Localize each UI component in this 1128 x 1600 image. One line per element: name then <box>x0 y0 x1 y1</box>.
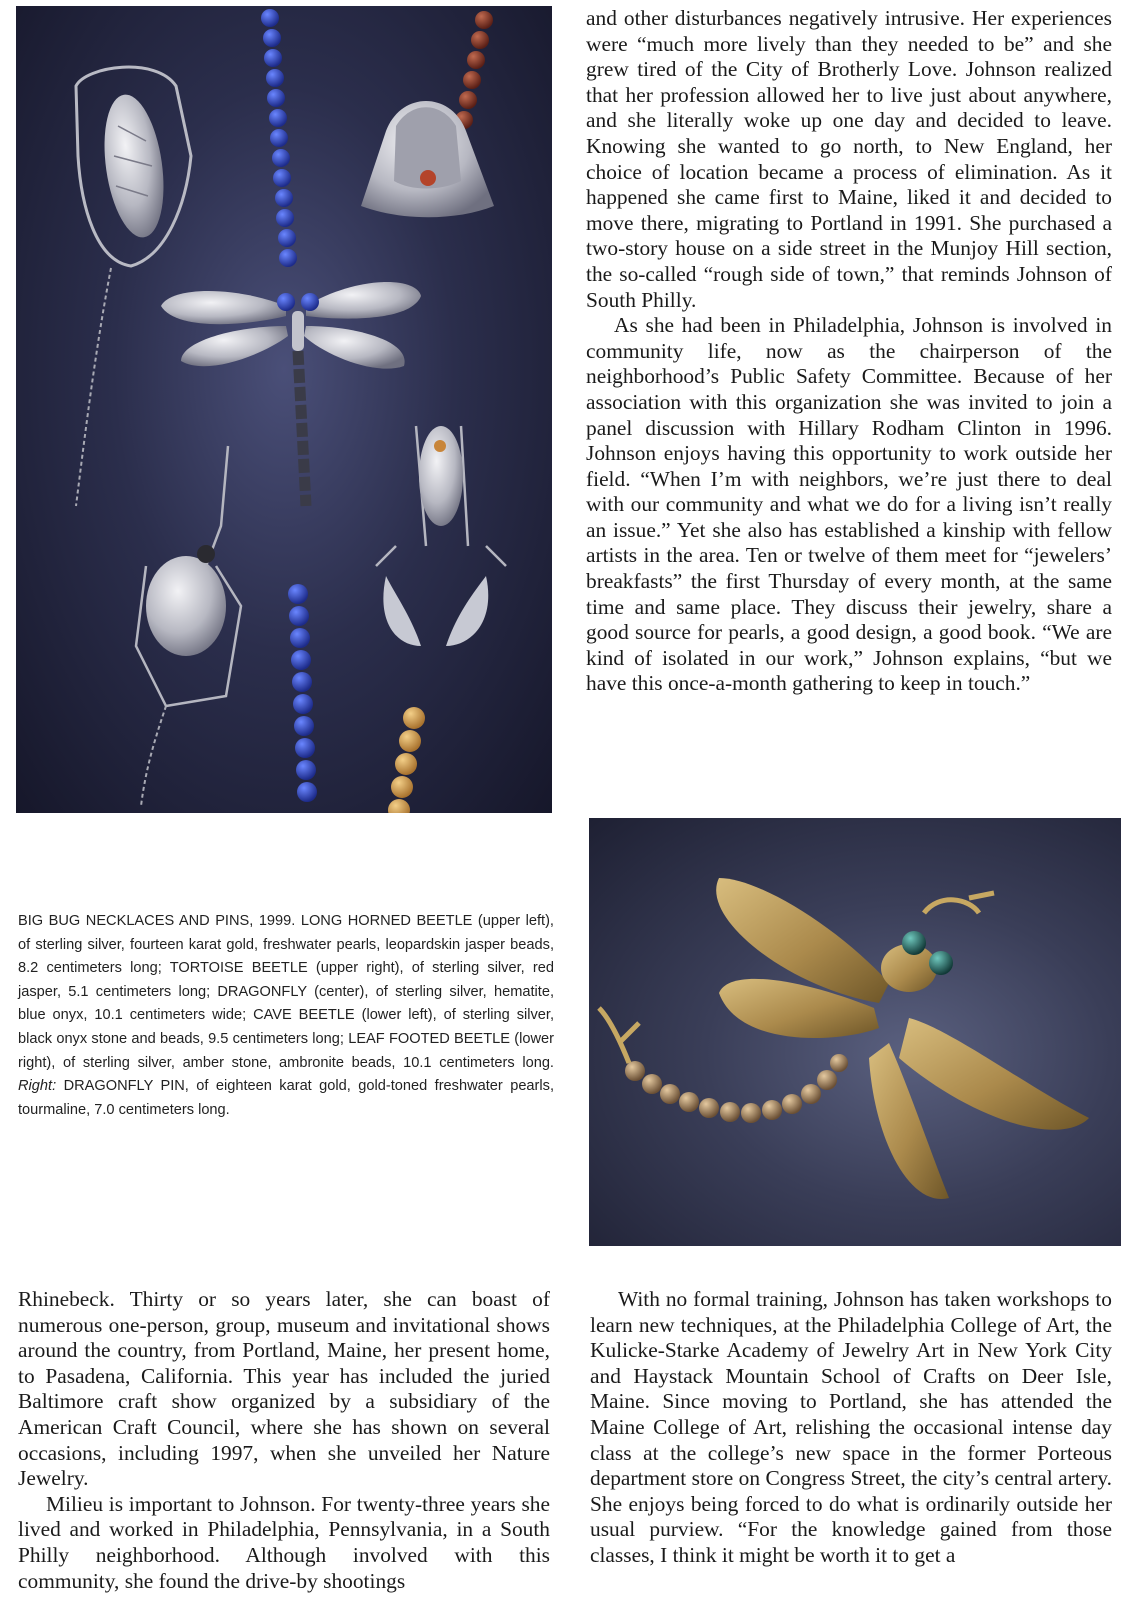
silver-chain <box>76 268 111 506</box>
bug-jewelry-photo <box>16 6 552 813</box>
article-column-bottom-right <box>590 1287 1112 1569</box>
lapis-bead-strand <box>261 9 297 267</box>
article-column-bottom-left <box>18 1287 550 1594</box>
caption-right-label: Right: <box>18 1078 57 1095</box>
jasper-bead-strand <box>455 11 493 129</box>
dragonfly-pin <box>161 282 421 506</box>
caption-main: BIG BUG NECKLACES AND PINS, 1999. LONG HORNED BEETLE (upper left), of sterling silver, fourteen karat gold, freshwater pearls, leopardskin jasper beads, 8.2 centimeters long; TORTOISE BEETLE (upper right), of sterling silver, red jasper, 5.1 centimeters long; DRAGONFLY (center), of sterling silver, hematite, blue onyx, 10.1 centimeters wide; CAVE BEETLE (lower left), of sterling silver, black onyx stone and beads, 9.5 centimeters long; LEAF FOOTED BEETLE (lower right), of sterling silver, amber stone, ambronite beads, 10.1 centimeters long. <box>18 913 554 1071</box>
long-horned-beetle-pin <box>76 67 191 266</box>
article-paragraph: As she had been in Philadelphia, Johnson is involved in community life, now as the chairperson of the neighborhood’s Public Safety Committee. Because of her association with this organization she was invited to join a panel discussion with Hillary Rodham Clinton in 1996. Johnson enjoys having this opportunity to work outside her field. “When I’m with neighbors, we’re just there to deal with our community and what we do for a living isn’t really an issue.” Yet she also has established a kinship with fellow artists in the area. Ten or twelve of them meet for “jewelers’ breakfasts” the first Thursday of every month, at the same time and same place. They discuss their jewelry, share a good source for pearls, a good design, a good book. “We are kind of isolated in our work,” Johnson explains, “but we have this once-a-month gathering to keep in touch.” <box>586 313 1112 696</box>
article-paragraph: With no formal training, Johnson has taken workshops to learn new techniques, at the Philadelphia College of Art, the Kulicke-Starke Academy of Jewelry Art in New York City and Haystack Mountain School of Crafts on Deer Isle, Maine. Since moving to Portland, she has attended the Maine College of Art, relishing the occasional intense day class at the college’s new space in the former Porteous department store on Congress Street, the city’s central artery. She enjoys being forced to do what is ordinarily outside her usual purview. “For the knowledge gained from those classes, I think it might be worth it to get a <box>590 1287 1112 1567</box>
dragonfly-head <box>881 893 994 992</box>
article-paragraph: Milieu is important to Johnson. For twenty-three years she lived and worked in Philadelphia, Pennsylvania, in a South Philly neighborhood. Although involved with this community, she found the drive-by shootings <box>18 1491 550 1593</box>
lapis-bead-strand-lower <box>288 584 317 802</box>
caption-right-text: DRAGONFLY PIN, of eighteen karat gold, gold-toned freshwater pearls, tourmaline, 7.0 centimeters long. <box>18 1078 554 1118</box>
article-paragraph: and other disturbances negatively intrusive. Her experiences were “much more lively than they needed to be” and she grew tired of the City of Brotherly Love. Johnson realized that her profession allowed her to live just about anywhere, and she literally woke up one day and decided to leave. Knowing she wanted to go north, to New England, her choice of location became a process of elimination. As it happened she came first to Maine, liked it and decided to move there, migrating to Portland in 1991. She purchased a two-story house on a side street in the Munjoy Hill section, the so-called “rough side of town,” that reminds Johnson of South Philly. <box>586 6 1112 312</box>
dragonfly-pin-illustration <box>589 818 1121 1246</box>
bug-jewelry-illustration <box>16 6 552 813</box>
dragonfly-gold-wings <box>716 878 1089 1199</box>
amber-bead-strand <box>388 707 425 813</box>
article-column-top-right <box>586 6 1112 697</box>
photo-caption <box>18 910 554 1122</box>
leaf-footed-beetle-pin <box>376 426 506 646</box>
article-paragraph: Rhinebeck. Thirty or so years later, she can boast of numerous one-person, group, museum and invitational shows around the country, from Portland, Maine, her present home, to Pasadena, California. This year has included the juried Baltimore craft show organized by a subsidiary of the American Craft Council, where she has shown on several occasions, including 1997, when she unveiled her Nature Jewelry. <box>18 1287 550 1491</box>
tortoise-beetle-pin <box>361 101 494 217</box>
cave-beetle-pin <box>136 446 241 706</box>
dragonfly-pin-photo <box>589 818 1121 1246</box>
